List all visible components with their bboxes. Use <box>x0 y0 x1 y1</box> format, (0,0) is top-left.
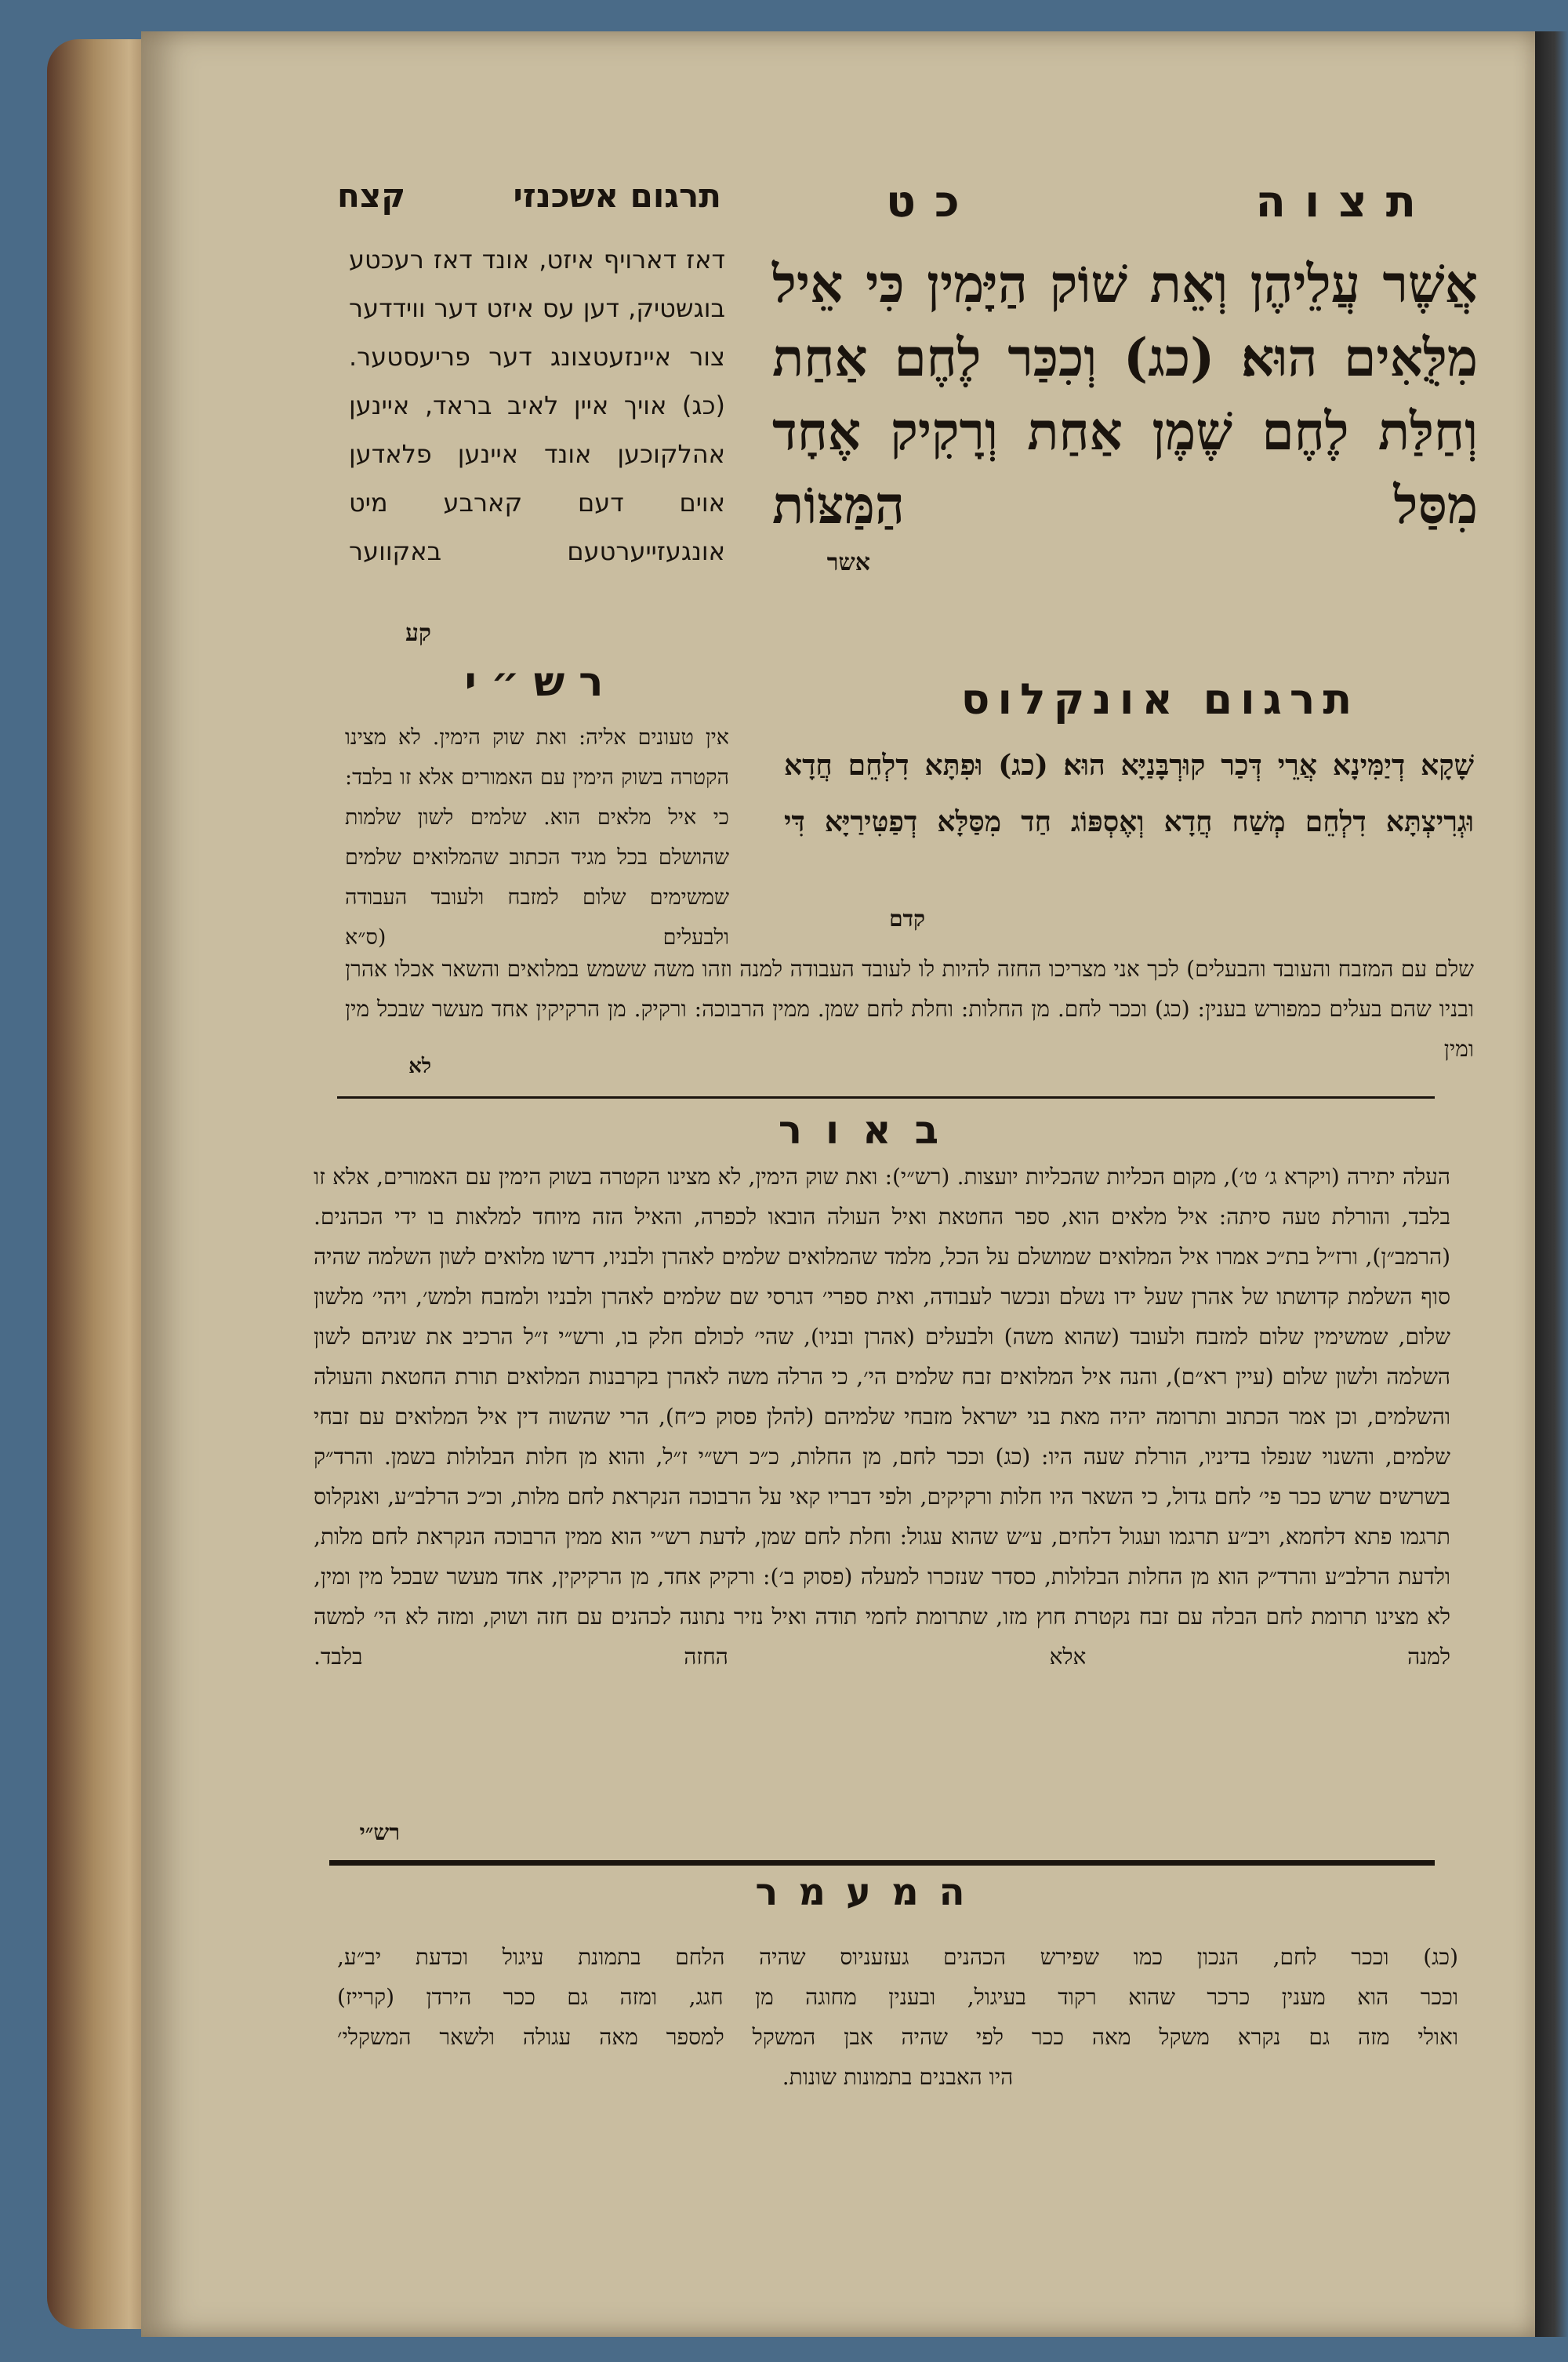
rashi-catchword: לא <box>408 1055 431 1078</box>
onkelos-heading: תרגום אונקלוס <box>960 674 1360 724</box>
rashi-commentary-continuation: שלם עם המזבח והעובד והבעלים) לכך אני מצריכו החזה להיות לו לעובד העבודה למנה וזהו משה ששמש במלואים והשאר אכלו אהרן ובניו שהם בעלים כמפורש בענין: (כג) וככר לחם. מן החלות: וחלת לחם שמן. ממין הרבוכה: ורקיק. מן הרקיקין אחד מעשר שבכל מין ומין <box>345 956 1474 1062</box>
thick-divider-rule <box>329 1860 1435 1866</box>
hamaamar-commentary <box>337 1937 1458 2097</box>
hamaamar-line: וככר הוא מענין כרכר שהוא רקוד בעיגול, ובענין מחוגה מן חגג, ומזה גם ככר הירדן (קרייז) <box>337 1984 1458 2010</box>
running-header-left <box>337 176 721 215</box>
yiddish-translation-text: דאז דארויף איזט, אונד דאז רעכטע בוגשטיק, דען עס איזט דער ווידדער צור איינזעטצונג דער פריעסטער. (כג) אויך איין לאיב בראד, איינען אהלקוכען אונד איינען פלאדען אוים דעם קארבע מיט אונגעזייערטעם באקווער <box>349 245 725 566</box>
running-header-right <box>886 176 1435 227</box>
biur-commentary-text: העלה יתירה (ויקרא ג׳ ט׳), מקום הכליות שהכליות יועצות. (רש״י): ואת שוק הימין, לא מצינו הקטרה בשוק הימין עם האמורים, אלא זו בלבד, והורלת טעה סיתה: איל מלאים הוא, ספר החטאת ואיל העולה הובאו לכפרה, והאיל הזה מיוחד למלאות בו ידי הכהנים. (הרמב״ן), ורז״ל בת״כ אמרו איל המלואים שמושלם על הכל, מלמד שהמלואים שלמים לאהרן ולבניו, דרשו מלואים לשון השלמה שהיה סוף השלמת קדושתו של אהרן שעל ידו נשלם ונכשר לעבודה, ואית ספרי׳ דגרסי שם שלמים לאהרן ולבניו ולמזבח ולמש׳, ויהי׳ מלשון שלום, שמשימין שלום למזבח ולעובד (שהוא משה) ולבעלים (אהרן ובניו), שהי׳ לכולם חלק בו, ורש״י ז״ל הרכיב את שניהם לשון השלמה ולשון שלום (עיין רא״ם), והנה איל המלואים זבח שלמים הי׳, כי הרלה משה לאהרן בקרבנות המלואים תורת החטאת והעולה והשלמים, וכן אמר הכתוב ותרומה יהיה מאת בני ישראל מזבחי שלמיהם (להלן פסוק כ״ח), הרי שהשוה דין איל המלואים עם זבחי שלמים, והשנוי שנפלו בדיניו, הורלת שעה היו: (כג) וככר לחם, מן החלות, כ״כ רש״י ז״ל, והוא מן חלות הבלולות בשמן. והרד״ק בשרשים שרש ככר פי׳ לחם גדול, כי השאר היו חלות ורקיקים, ולפי דבריו קאי על הרבוכה הנקראת לחם מלות, וכ״כ הרלב״ע, ואנקלוס תרגמו פתא דלחמא, ויב״ע תרגמו ועגול דלחים, ע״ש שהוא עגול: וחלת לחם שמן, לדעת רש״י הוא ממין הרבוכה הנקראת לחם מלות, ולדעת הרלב״ע והרד״ק הוא מן החלות הבלולות, כסדר שנזכרו למעלה (פסוק ב׳): ורקיק אחד, מן הרקיקין, אחד מעשר שבכל מין ומין, לא מצינו תרומת לחם הבלה עם זבח נקטרת חוץ מזו, שתרומת לחמי תודה ואיל נזיר נתונה לכהנים עם חזה ושוק, ומזה לא הי׳ למשה למנה אלא החזה בלבד. <box>314 1164 1451 1670</box>
facing-page-edge <box>1535 31 1568 2337</box>
torah-verse-text: אֲשֶׁר עֲלֵיהֶן וְאֵת שׁוֹק הַיָּמִין כִּי אֵיל מִלֻּאִים הוּא׃ (כג) וְכִכַּר לֶחֶם אַחַת וְחַלַּת לֶחֶם שֶׁמֶן אַחַת וְרָקִיק אֶחָד מִסַּל הַמַּצּוֹת <box>772 253 1478 536</box>
onkelos-translation-text: שָׁקָא דְיַמִּינָא אֲרֵי דְּכַר קוּרְבָּנַיָּא הוּא׃ (כג) וּפִתָּא דִלְחֵם חֲדָא וּגְרִיצְתָּא דִלְחֵם מְשַׁח חֲדָא וְאֶסְפּוֹג חַד מִסַּלָּא דְפַטִּירַיָּא דִּי <box>784 749 1474 838</box>
header-left-title: תרגום אשכנזי <box>513 176 721 215</box>
section-divider-rule <box>337 1096 1435 1099</box>
header-chapter-number: כט <box>886 176 978 227</box>
hamaamar-line: היו האבנים בתמונות שונות. <box>782 2064 1014 2090</box>
rashi-commentary-column: אין טעונים אליה: ואת שוק הימין. לא מצינו הקטרה בשוק הימין עם האמורים אלא זו בלבד: כי איל מלאים הוא. שלמים לשון שלמות שהושלם בכל מגיד הכתוב שהמלואים שלמים שמשימים שלום למזבח ולעובד העבודה ולבעלים (ס״א <box>345 725 729 950</box>
yiddish-catchword: קע <box>405 620 431 647</box>
hamaamar-heading: המעמר <box>755 1870 985 1914</box>
biur-catchword: רש״י <box>359 1819 400 1845</box>
header-parasha-title: תצוה <box>1255 176 1435 227</box>
hamaamar-line: (כג) וככר לחם, הנכון כמו שפירש הכהנים געזעניוס שהיה הלחם בתמונת עיגול וכדעת יב״ע, <box>337 1944 1458 1970</box>
header-left-page-number: קצח <box>337 176 406 215</box>
rashi-heading: רש״י <box>464 659 618 706</box>
verse-catchword: אשר <box>826 549 870 576</box>
hamaamar-line: ואולי מזה גם נקרא משקל מאה ככר לפי שהיה אבן המשקל למספר מאה עגולה ולשאר המשקלי׳ <box>337 2024 1458 2050</box>
onkelos-catchword: קדם <box>889 906 925 932</box>
biur-heading: באור <box>778 1107 963 1153</box>
